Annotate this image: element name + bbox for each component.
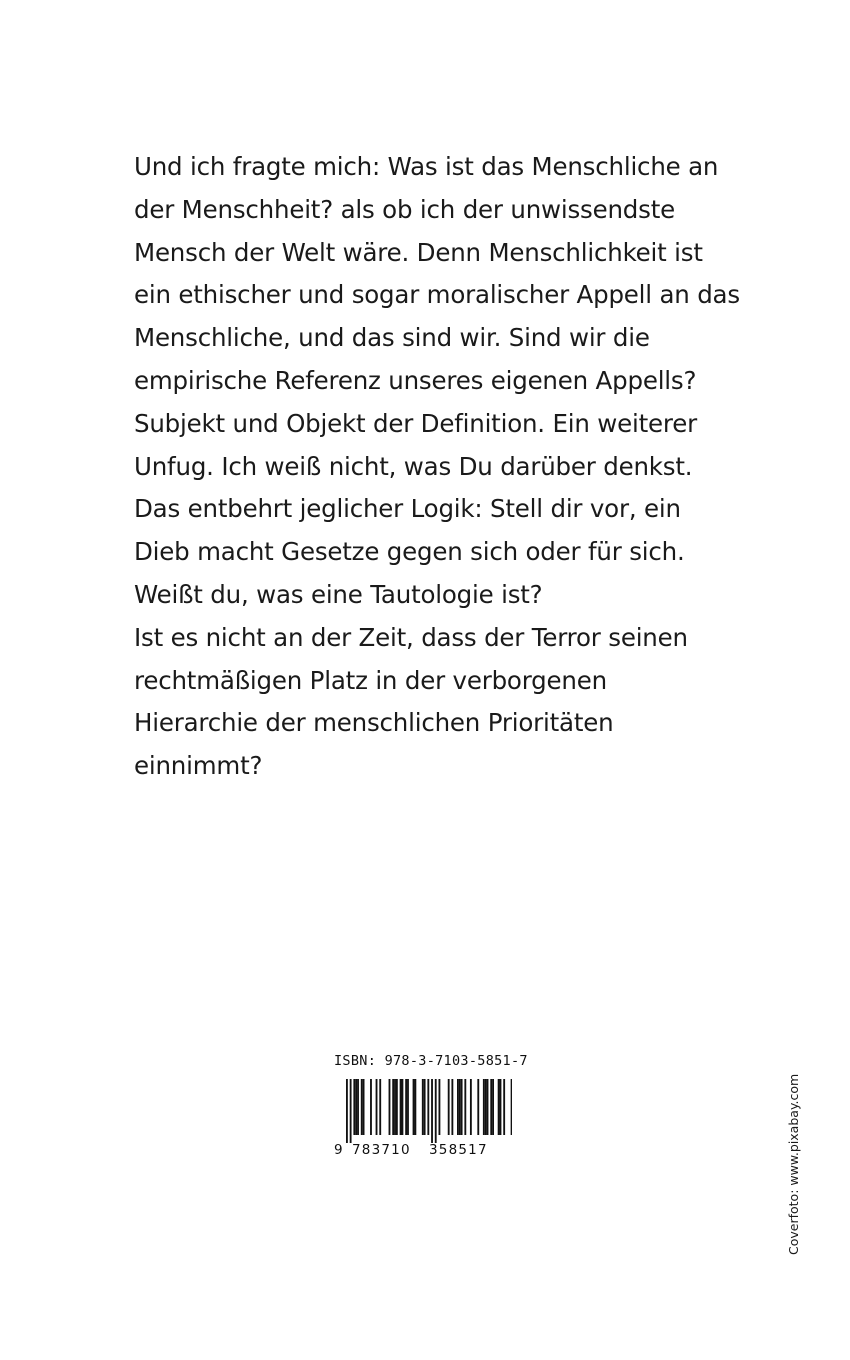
- barcode-bar: [405, 1079, 407, 1135]
- barcode-bar: [396, 1079, 398, 1135]
- isbn-label: ISBN: 978-3-7103-5851-7: [334, 1053, 528, 1069]
- barcode-bar: [414, 1079, 416, 1135]
- barcode-bar: [451, 1079, 453, 1135]
- blurb-line: ein ethischer und sogar moralischer Appell an das: [134, 280, 740, 310]
- barcode-bar: [376, 1079, 378, 1135]
- barcode-bar: [407, 1079, 409, 1135]
- barcode-bar: [461, 1079, 463, 1135]
- barcode-bar: [459, 1079, 461, 1135]
- blurb-text: [134, 146, 740, 788]
- barcode-guard-bar: [346, 1079, 348, 1143]
- barcode-bar: [483, 1079, 485, 1135]
- barcode-bar: [379, 1079, 381, 1135]
- barcode-bar: [464, 1079, 466, 1135]
- barcode-bar: [422, 1079, 424, 1135]
- barcode-bar: [511, 1079, 512, 1135]
- blurb-line: Das entbehrt jeglicher Logik: Stell dir vor, ein: [134, 494, 681, 524]
- blurb-line: Subjekt und Objekt der Definition. Ein weiterer: [134, 408, 697, 438]
- blurb-line: der Menschheit? als ob ich der unwissendste: [134, 194, 675, 224]
- barcode-left-digits: 783710: [352, 1142, 411, 1158]
- barcode-bar: [477, 1079, 479, 1135]
- blurb-line: Mensch der Welt wäre. Denn Menschlichkeit ist: [134, 237, 703, 267]
- blurb-line: Dieb macht Gesetze gegen sich oder für sich.: [134, 537, 685, 567]
- barcode-bar: [355, 1079, 357, 1135]
- blurb-line: einnimmt?: [134, 751, 263, 781]
- barcode-bar: [457, 1079, 459, 1135]
- barcode-bar: [448, 1079, 450, 1135]
- barcode-bar: [370, 1079, 372, 1135]
- barcode-bar: [439, 1079, 441, 1135]
- blurb-line: Ist es nicht an der Zeit, dass der Terror seinen: [134, 622, 688, 652]
- barcode-guard-bar: [431, 1079, 433, 1143]
- barcode-graphic: [332, 1079, 512, 1145]
- barcode-guard-bar: [435, 1079, 437, 1143]
- barcode-bar: [392, 1079, 394, 1135]
- blurb-line: Weißt du, was eine Tautologie ist?: [134, 579, 543, 609]
- blurb-line: Menschliche, und das sind wir. Sind wir die: [134, 323, 650, 353]
- barcode-bar: [357, 1079, 359, 1135]
- barcode-bar: [498, 1079, 500, 1135]
- barcode-right-digits: 358517: [429, 1142, 488, 1158]
- barcode-bar: [424, 1079, 426, 1135]
- barcode-bar: [400, 1079, 402, 1135]
- barcode-bar: [413, 1079, 415, 1135]
- blurb-line: rechtmäßigen Platz in der verborgenen: [134, 665, 607, 695]
- barcode-bar: [470, 1079, 472, 1135]
- barcode-bar: [487, 1079, 489, 1135]
- barcode-bar: [492, 1079, 494, 1135]
- blurb-line: Unfug. Ich weiß nicht, was Du darüber denkst.: [134, 451, 693, 481]
- barcode-bar: [427, 1079, 429, 1135]
- barcode-bar: [353, 1079, 355, 1135]
- blurb-line: Und ich fragte mich: Was ist das Menschliche an: [134, 152, 719, 181]
- barcode-bar: [490, 1079, 492, 1135]
- barcode-bar: [500, 1079, 502, 1135]
- barcode-bar: [363, 1079, 365, 1135]
- cover-photo-credit: Coverfoto: www.pixabay.com: [786, 1073, 801, 1255]
- barcode-bar: [503, 1079, 505, 1135]
- barcode-guard-bar: [350, 1079, 352, 1143]
- barcode-bar: [485, 1079, 487, 1135]
- barcode-bar: [394, 1079, 396, 1135]
- blurb-line: empirische Referenz unseres eigenen Appells?: [134, 365, 697, 395]
- barcode-first-digit: 9: [334, 1142, 344, 1158]
- barcode-bar: [361, 1079, 363, 1135]
- barcode-bar: [389, 1079, 391, 1135]
- blurb-line: Hierarchie der menschlichen Prioritäten: [134, 708, 614, 738]
- barcode-bar: [402, 1079, 404, 1135]
